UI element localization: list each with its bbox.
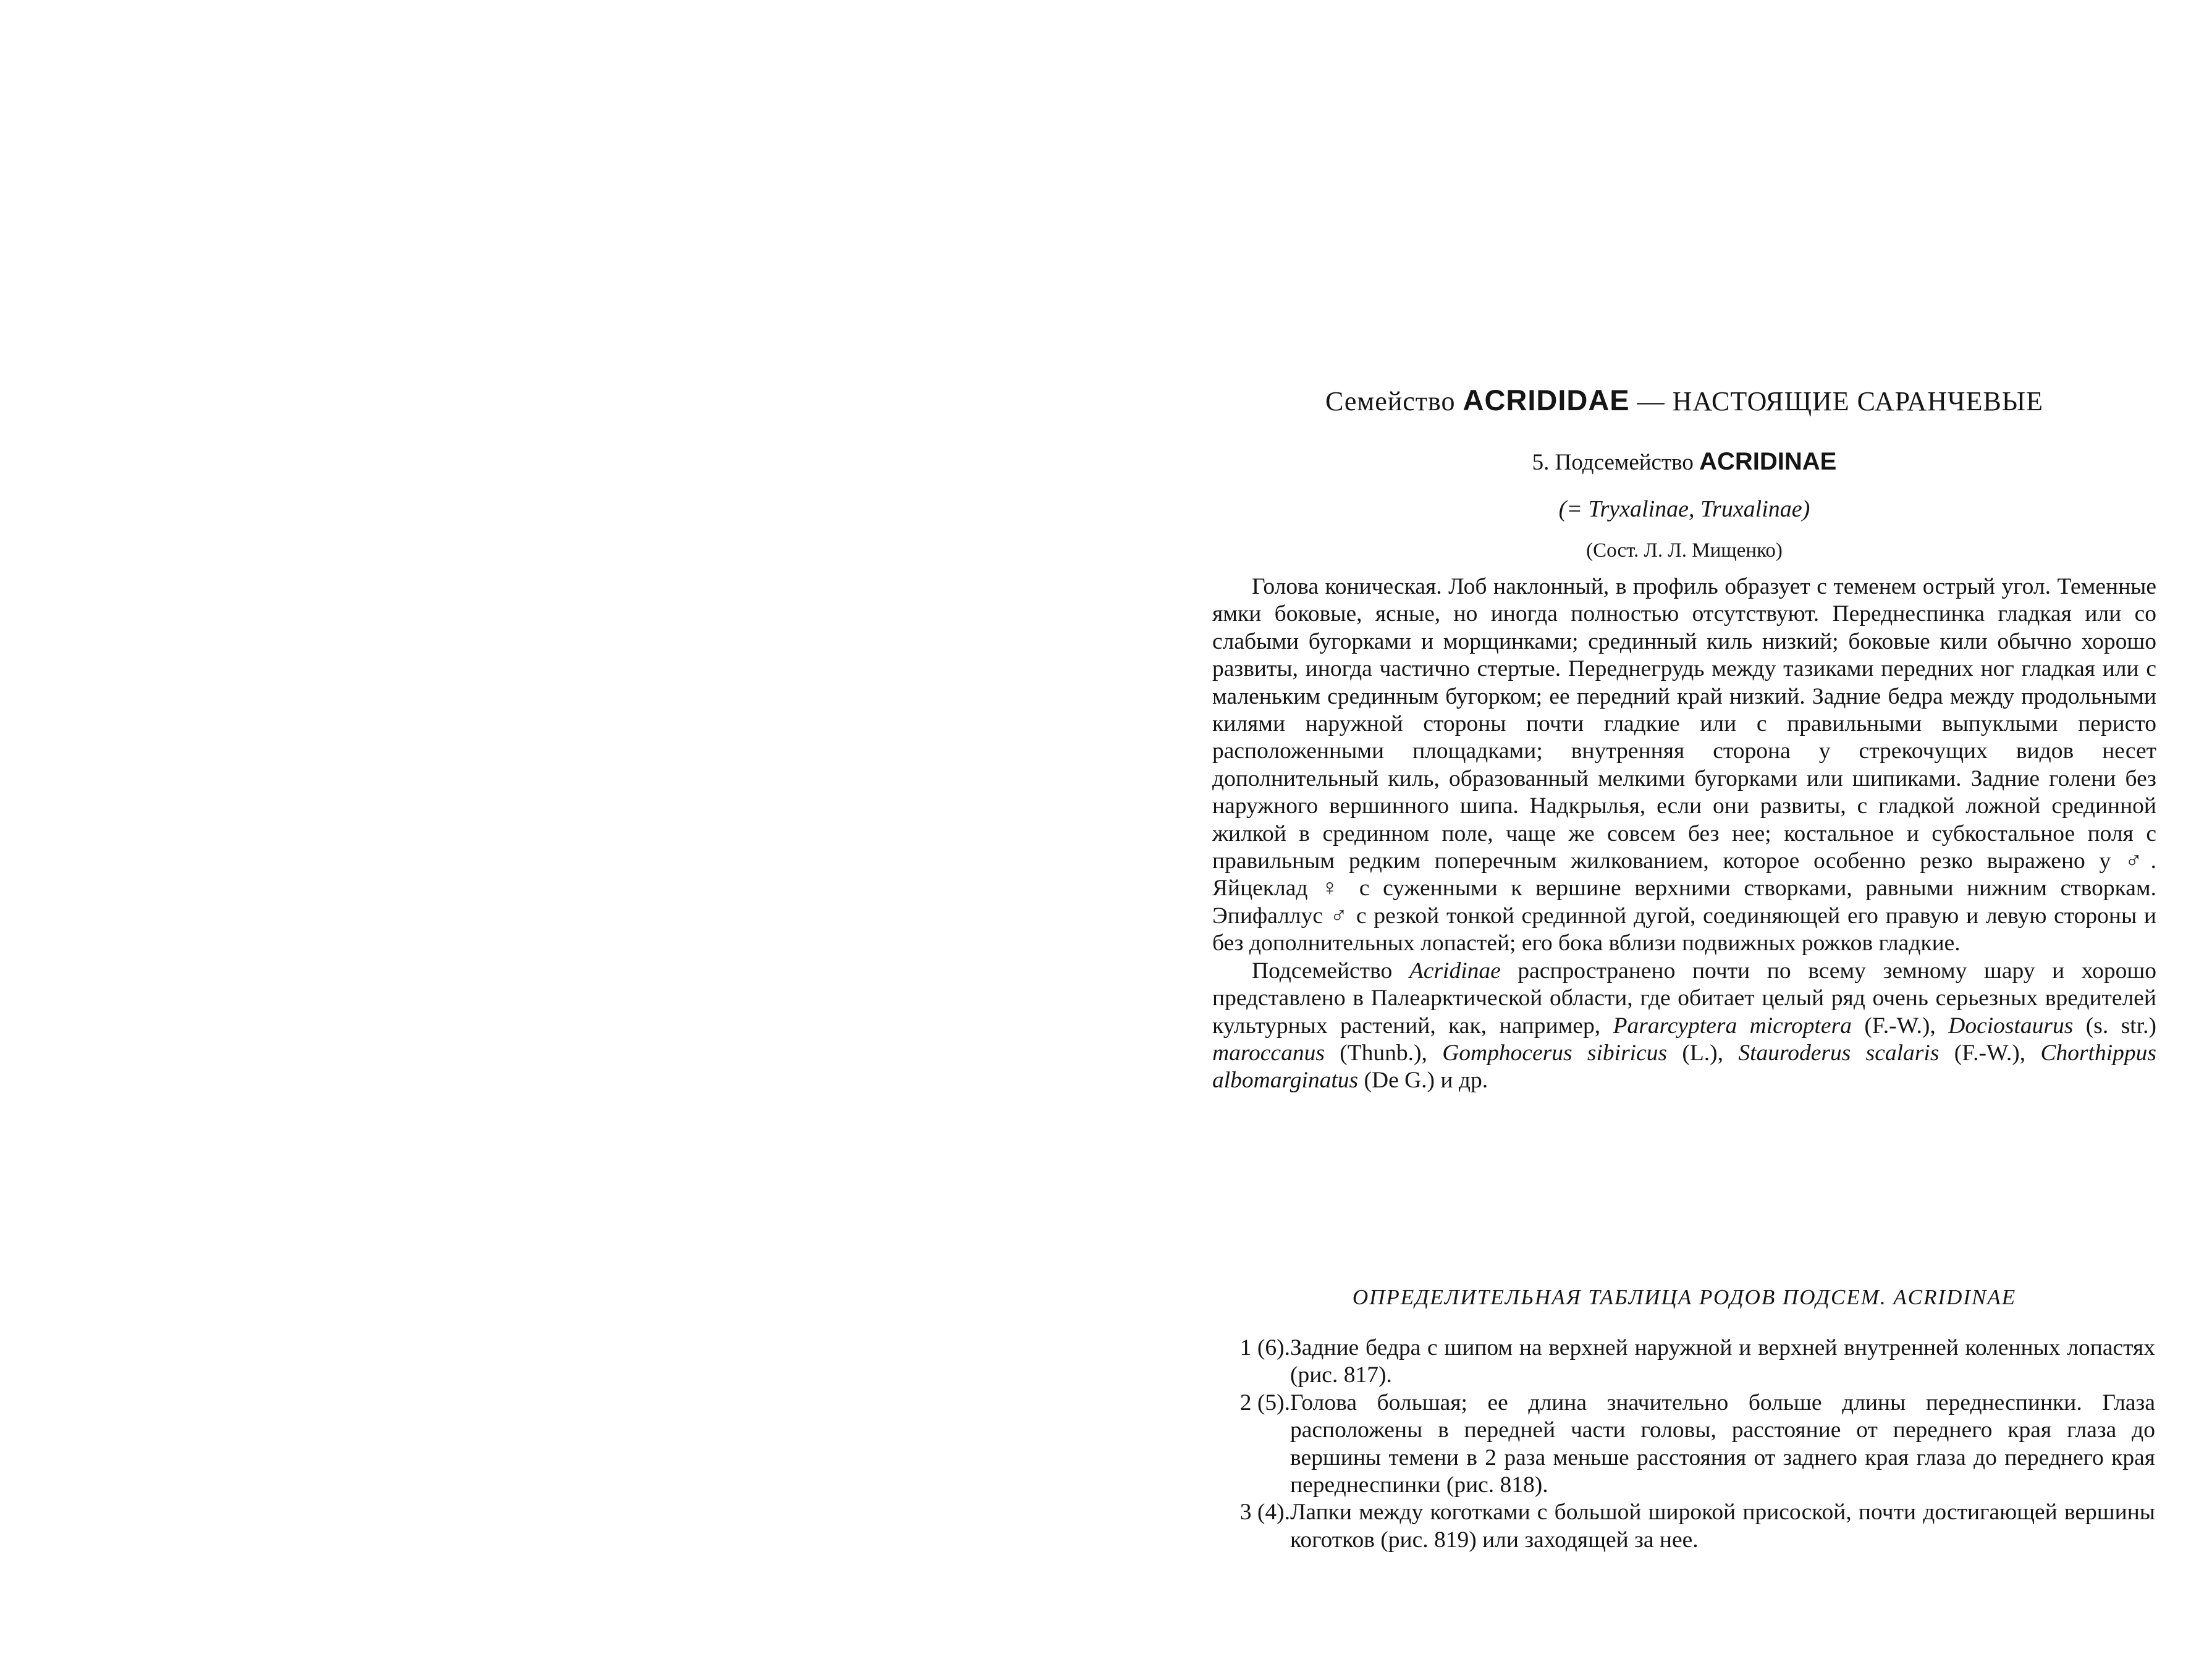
text-run: (L.), <box>1667 1040 1739 1066</box>
text-run: (De G.) и др. <box>1358 1068 1488 1094</box>
taxon-name: maroccanus <box>1212 1040 1325 1066</box>
text-run: распространено почти по всему земному шару и хорошо представлено в Палеарктической области, где обитает целый ряд очень серьезных вредителей культурных растений, как, например, <box>1212 958 2156 1039</box>
key-table <box>1212 1335 2156 1554</box>
key-table-title: ОПРЕДЕЛИТЕЛЬНАЯ ТАБЛИЦА РОДОВ ПОДСЕМ. ACRIDINAE <box>1352 1285 2017 1309</box>
compiler-credit: (Сост. Л. Л. Мищенко) <box>1586 539 1783 562</box>
family-heading <box>1212 383 2156 426</box>
subfamily-latin-name: ACRIDINAE <box>1699 448 1837 475</box>
text-run: (Thunb.), <box>1324 1040 1443 1066</box>
taxon-name: Chorthippus albomarginatus <box>1212 1040 2156 1094</box>
key-entry <box>1212 1499 2156 1554</box>
family-heading-prefix: Семейство <box>1325 386 1463 416</box>
subfamily-heading <box>1212 448 2156 485</box>
text-run: (F.-W.), <box>1851 1013 1949 1039</box>
key-entry-number: 2 (5). <box>1239 1390 1290 1415</box>
key-entry-text: Голова большая; ее длина значительно больше длины переднеспинки. Глаза расположены в передней части головы, расстояние от переднего края глаза до вершины темени в 2 раза меньше расстояния от заднего края глаза до переднего края переднеспинки (рис. 818). <box>1290 1390 2155 1498</box>
taxon-name: Gomphocerus sibiricus <box>1442 1040 1668 1066</box>
taxon-name: Acridinae <box>1409 958 1501 984</box>
taxon-name: Dociostaurus <box>1948 1013 2074 1039</box>
text-run: Подсемейство <box>1252 958 1409 984</box>
description-paragraph: Голова коническая. Лоб наклонный, в профиль образует с теменем острый угол. Теменные ямки боковые, ясные, но иногда полностью отсутствуют. Переднеспинка гладкая или со слабыми бугорками и морщинками; срединный киль низкий; боковые кили обычно хорошо развиты, иногда частично стертые. Переднегрудь между тазиками передних ног гладкая или с маленьким срединным бугорком; ее передний край низкий. Задние бедра между продольными килями наружной стороны почти гладкие или с правильными выпуклыми перисто расположенными площадками; внутренняя сторона у стрекочущих видов несет дополнительный киль, образованный мелкими бугорками или шипиками. Задние голени без наружного вершинного шипа. Надкрылья, если они развиты, с гладкой ложной срединной жилкой в срединном поле, чаще же совсем без нее; костальное и субкостальное поля с правильным редким поперечным жилкованием, которое особенно резко выражено у ♂. Яйцеклад ♀ с суженными к вершине верхними створками, равными нижним створкам. Эпифаллус ♂ с резкой тонкой срединной дугой, соединяющей его правую и левую стороны и без дополнительных лопастей; его бока вблизи подвижных рожков гладкие. <box>1212 574 2156 956</box>
taxon-name: Stauroderus scalaris <box>1738 1040 1940 1066</box>
family-latin-name: ACRIDIDAE <box>1463 384 1630 416</box>
key-entry <box>1212 1335 2156 1390</box>
key-entry-text: Задние бедра с шипом на верхней наружной и верхней внутренней коленных лопастях (рис. 817). <box>1290 1335 2155 1388</box>
key-entry-number: 1 (6). <box>1239 1335 1290 1360</box>
taxon-name: Pararcyptera microptera <box>1613 1013 1852 1039</box>
subfamily-synonyms: (= Tryxalinae, Truxalinae) <box>1558 496 1810 522</box>
key-entry-number: 3 (4). <box>1239 1500 1290 1525</box>
text-run: (F.-W.), <box>1939 1040 2041 1066</box>
text-run: (s. str.) <box>2073 1013 2156 1039</box>
key-entry-text: Лапки между коготками с большой широкой присоской, почти достигающей вершины коготков (рис. 819) или заходящей за нее. <box>1290 1500 2155 1553</box>
family-heading-suffix: — НАСТОЯЩИЕ САРАНЧЕВЫЕ <box>1629 386 2044 416</box>
subfamily-heading-prefix: 5. Подсемейство <box>1532 450 1700 475</box>
key-entry <box>1212 1390 2156 1500</box>
distribution-paragraph <box>1212 958 2156 1095</box>
subfamily-description <box>1212 573 2156 1095</box>
